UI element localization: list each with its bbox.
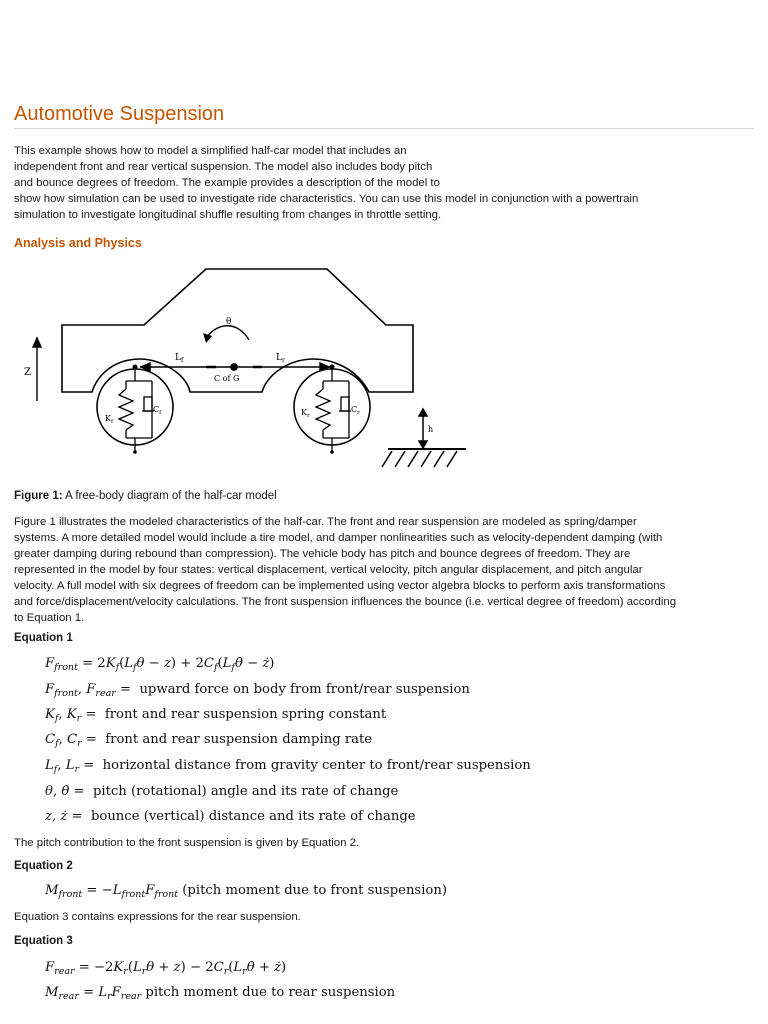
body-line: represented in the model by four states: vertical displacement, vertical velocity, pitch angular displacement, and pitch angular <box>14 564 643 576</box>
pitch-paragraph <box>14 835 359 851</box>
equation-2-formula: $M_{front} = -L_{front}F_{front}$ (pitch moment due to front suspension) <box>45 883 447 900</box>
equation-2-label: Equation 2 <box>14 860 73 872</box>
front-damper <box>144 397 152 411</box>
intro-line: and bounce degrees of freedom. The example provides a description of the model to <box>14 177 440 189</box>
equation-3-formula-moment: $M_{rear} = L_rF_{rear}$ pitch moment due to rear suspension <box>45 985 396 1002</box>
svg-text:Lr <box>276 353 285 364</box>
intro-line: independent front and rear vertical suspension. The model also includes body pitch <box>14 161 433 173</box>
lf-subscript: f <box>180 357 184 364</box>
body-line: to Equation 1. <box>14 612 85 624</box>
svg-text:Cf <box>153 405 162 416</box>
def-distances: $L_f$, $L_r$ = horizontal distance from gravity center to front/rear suspension <box>45 758 531 775</box>
def-spring-constants: $K_f$, $K_r$ = front and rear suspension spring constant <box>45 707 387 724</box>
body-line: Figure 1 illustrates the modeled characteristics of the half-car. The front and rear suspension are modeled as spring/damper <box>14 516 637 528</box>
intro-line: show how simulation can be used to investigate ride characteristics. You can use this model in conjunction with a powertrain <box>14 193 639 205</box>
def-bounce: z, ż = bounce (vertical) distance and its rate of change <box>45 809 416 824</box>
cog-label: C of G <box>214 374 240 383</box>
rear-spring <box>316 389 330 430</box>
equation-3-description: pitch moment due to rear suspension <box>145 985 396 1000</box>
kf-subscript: f <box>110 419 114 425</box>
kr-subscript: r <box>306 413 310 419</box>
lr-subscript: r <box>281 357 285 364</box>
def-spring-text: front and rear suspension spring constant <box>104 707 387 722</box>
kr-label: K <box>301 408 307 417</box>
figure-caption-text: A free-body diagram of the half-car model <box>62 490 277 502</box>
body-line: greater damping during rebound than compression). The vehicle body has pitch and bounce degrees of freedom. They are <box>14 548 631 560</box>
title-divider <box>14 128 754 129</box>
front-spring <box>119 389 133 430</box>
def-damping-text: front and rear suspension damping rate <box>105 732 373 747</box>
pitch-text: The pitch contribution to the front suspension is given by Equation 2. <box>14 837 360 849</box>
svg-text:Kf <box>105 414 114 425</box>
kf-label: K <box>105 414 111 423</box>
def-damping-rates: $C_f$, $C_r$ = front and rear suspension damping rate <box>45 732 373 749</box>
def-forces: $F_{front}$, $F_{rear}$ = upward force on body from front/rear suspension <box>45 682 470 699</box>
def-distances-text: horizontal distance from gravity center to front/rear suspension <box>102 758 531 773</box>
def-forces-text: upward force on body from front/rear suspension <box>139 682 470 697</box>
equation-3-label: Equation 3 <box>14 935 73 947</box>
cr-label: C <box>351 405 358 414</box>
body-paragraph <box>14 514 676 626</box>
equation-1-formula: $F_{front} = 2K_f(L_f\theta - z)$ + $2C_f(L_f\thetȧ$ − ż) <box>45 656 275 673</box>
equation-1-label: Equation 1 <box>14 632 73 644</box>
cf-subscript: f <box>159 410 162 416</box>
body-line: velocity. A full model with six degrees of freedom can be implemented using vector algebra blocks to perform axis transformations <box>14 580 666 592</box>
intro-paragraph <box>14 143 638 223</box>
equation-2-description: (pitch moment due to front suspension) <box>182 883 447 898</box>
intro-line: This example shows how to model a simplified half-car model that includes an <box>14 145 407 157</box>
def-pitch-text: pitch (rotational) angle and its rate of change <box>92 784 399 799</box>
body-line: systems. A more detailed model would include a tire model, and damper nonlinearities such as velocity-dependent damping (with <box>14 532 663 544</box>
half-car-diagram <box>0 255 768 480</box>
z-label: Z <box>24 367 31 378</box>
svg-text:Cr <box>351 405 360 416</box>
page-title: Automotive Suspension <box>14 103 225 125</box>
figure-caption <box>14 490 277 502</box>
def-bounce-text: bounce (vertical) distance and its rate of change <box>90 809 416 824</box>
equation-3-formula-force: $F_{rear} = -2K_r(L_r\theta + z)$ − $2C_r(L_r\thetȧ$ + ż) <box>45 960 287 977</box>
h-label: h <box>428 425 434 434</box>
lf-label: L <box>175 353 181 363</box>
body-line: and force/displacement/velocity calculations. The front suspension influences the bounce (i.e. vertical degree of freedom) according <box>14 596 677 608</box>
rear-damper <box>341 397 349 411</box>
figure-caption-label: Figure 1: <box>14 490 63 502</box>
rear-text: Equation 3 contains expressions for the rear suspension. <box>14 911 301 923</box>
cf-label: C <box>153 405 160 414</box>
lr-label: L <box>276 353 282 363</box>
rear-paragraph <box>14 909 301 925</box>
cr-subscript: r <box>357 410 360 416</box>
svg-text:Lf <box>175 353 184 364</box>
section-heading: Analysis and Physics <box>14 236 142 250</box>
center-of-gravity-dot <box>231 364 237 370</box>
theta-label: θ <box>226 317 232 327</box>
def-pitch: θ, θ̇ = pitch (rotational) angle and its rate of change <box>45 784 399 799</box>
intro-line: simulation to investigate longitudinal shuffle resulting from changes in throttle setting. <box>14 209 442 221</box>
svg-text:Kr <box>301 408 310 419</box>
